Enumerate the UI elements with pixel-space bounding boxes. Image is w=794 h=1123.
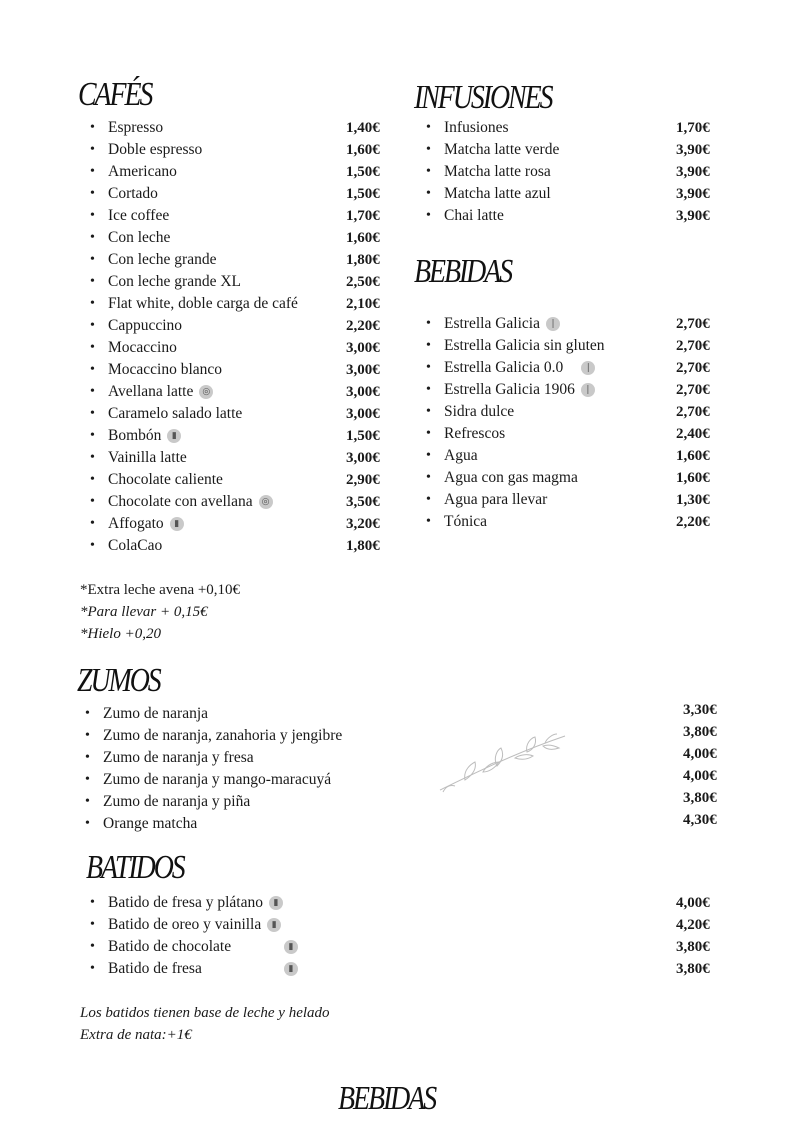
milk-allergen-icon: ▮ (167, 429, 181, 443)
item-name: Chai latte (444, 207, 504, 224)
item-price: 2,20€ (676, 514, 710, 530)
item-price: 1,50€ (346, 428, 380, 444)
item-price: 3,30€ (683, 702, 717, 718)
footer-bebidas-heading: BEBIDAS (338, 1080, 436, 1117)
list-item (80, 491, 390, 513)
item-price: 2,90€ (346, 472, 380, 488)
infusiones-heading: INFUSIONES (414, 79, 552, 116)
list-item (416, 183, 726, 205)
item-name: Espresso (108, 119, 164, 136)
item-name: Bombón (108, 427, 162, 444)
item-name: Zumo de naranja, zanahoria y jengibre (103, 727, 343, 744)
list-item (75, 725, 725, 747)
item-price: 3,00€ (346, 340, 380, 356)
item-name: Con leche grande XL (108, 273, 241, 290)
batidos-note: Extra de nata:+1€ (80, 1027, 192, 1043)
item-name: Doble espresso (108, 141, 203, 158)
list-item (80, 249, 390, 271)
item-name: Batido de chocolate (108, 938, 232, 955)
item-price: 2,70€ (676, 404, 710, 420)
list-item (80, 205, 390, 227)
item-name: Sidra dulce (444, 403, 515, 420)
item-name: Agua (444, 447, 478, 464)
zumos-list (75, 703, 725, 835)
leaf-branch-icon (435, 728, 575, 798)
list-item (80, 139, 390, 161)
list-item (416, 205, 726, 227)
item-price: 1,60€ (346, 142, 380, 158)
list-item (80, 892, 730, 914)
list-item (75, 791, 725, 813)
list-item (416, 467, 726, 489)
item-price: 4,00€ (683, 768, 717, 784)
item-name: Orange matcha (103, 815, 198, 832)
item-name: Cortado (108, 185, 158, 202)
list-item (416, 357, 726, 379)
item-price: 2,50€ (346, 274, 380, 290)
list-item (80, 425, 390, 447)
cafes-list (80, 117, 390, 557)
list-item (80, 293, 390, 315)
batidos-heading: BATIDOS (86, 849, 184, 886)
item-price: 3,80€ (676, 939, 710, 955)
item-price: 2,70€ (676, 316, 710, 332)
item-price: 3,90€ (676, 208, 710, 224)
list-item (80, 914, 730, 936)
item-price: 3,90€ (676, 164, 710, 180)
item-name: Tónica (444, 513, 488, 530)
list-item (80, 271, 390, 293)
item-name: Con leche (108, 229, 171, 246)
gluten-allergen-icon: ❘ (581, 361, 595, 375)
item-price: 1,50€ (346, 186, 380, 202)
list-item (80, 315, 390, 337)
item-price: 3,80€ (676, 961, 710, 977)
item-name: Mocaccino (108, 339, 177, 356)
item-name: Affogato (108, 515, 164, 532)
milk-allergen-icon: ▮ (170, 517, 184, 531)
batidos-note: Los batidos tienen base de leche y helado (80, 1005, 330, 1021)
milk-allergen-icon: ▮ (267, 918, 281, 932)
item-price: 4,00€ (676, 895, 710, 911)
list-item (416, 511, 726, 533)
item-price: 2,40€ (676, 426, 710, 442)
item-price: 3,00€ (346, 450, 380, 466)
item-price: 1,50€ (346, 164, 380, 180)
item-price: 3,80€ (683, 724, 717, 740)
item-price: 1,70€ (676, 120, 710, 136)
list-item (416, 161, 726, 183)
list-item (80, 359, 390, 381)
list-item (416, 379, 726, 401)
milk-allergen-icon: ▮ (284, 940, 298, 954)
list-item (416, 335, 726, 357)
gluten-allergen-icon: ❘ (581, 383, 595, 397)
item-name: Vainilla latte (108, 449, 187, 466)
bebidas-heading: BEBIDAS (414, 253, 512, 290)
list-item (80, 227, 390, 249)
list-item (416, 489, 726, 511)
list-item (80, 381, 390, 403)
item-price: 3,50€ (346, 494, 380, 510)
gluten-allergen-icon: ❘ (546, 317, 560, 331)
item-price: 4,00€ (683, 746, 717, 762)
item-price: 1,60€ (676, 448, 710, 464)
item-name: Con leche grande (108, 251, 217, 268)
item-name: Estrella Galicia sin gluten (444, 337, 605, 354)
item-name: Batido de oreo y vainilla (108, 916, 262, 933)
item-price: 3,20€ (346, 516, 380, 532)
cafes-heading: CAFÉS (78, 76, 152, 113)
list-item (80, 117, 390, 139)
item-name: Infusiones (444, 119, 509, 136)
item-name: Estrella Galicia (444, 315, 540, 332)
list-item (80, 161, 390, 183)
item-name: Chocolate con avellana (108, 493, 253, 510)
item-price: 2,20€ (346, 318, 380, 334)
cafes-note: *Para llevar + 0,15€ (80, 604, 208, 620)
list-item (80, 337, 390, 359)
item-price: 3,00€ (346, 384, 380, 400)
list-item (75, 813, 725, 835)
milk-allergen-icon: ▮ (269, 896, 283, 910)
list-item (75, 747, 725, 769)
item-price: 2,70€ (676, 360, 710, 376)
cafes-note: *Extra leche avena +0,10€ (80, 582, 241, 598)
item-price: 2,10€ (346, 296, 380, 312)
item-price: 3,90€ (676, 142, 710, 158)
item-name: Zumo de naranja y fresa (103, 749, 254, 766)
item-price: 4,30€ (683, 812, 717, 828)
list-item (416, 139, 726, 161)
item-price: 3,00€ (346, 406, 380, 422)
list-item (80, 513, 390, 535)
item-name: Zumo de naranja y piña (103, 793, 251, 810)
item-price: 1,40€ (346, 120, 380, 136)
item-name: Caramelo salado latte (108, 405, 243, 422)
item-name: Agua con gas magma (444, 469, 578, 486)
item-name: Flat white, doble carga de café (108, 295, 298, 312)
item-price: 1,60€ (346, 230, 380, 246)
item-name: Refrescos (444, 425, 506, 442)
item-price: 4,20€ (676, 917, 710, 933)
list-item (80, 958, 730, 980)
item-name: Chocolate caliente (108, 471, 223, 488)
item-name: Estrella Galicia 1906 (444, 381, 575, 398)
item-name: Matcha latte verde (444, 141, 560, 158)
item-name: Zumo de naranja y mango-maracuyá (103, 771, 332, 788)
list-item (80, 469, 390, 491)
list-item (416, 423, 726, 445)
item-price: 3,90€ (676, 186, 710, 202)
list-item (416, 445, 726, 467)
infusiones-list (416, 117, 726, 227)
milk-allergen-icon: ▮ (284, 962, 298, 976)
nut-allergen-icon: ◎ (259, 495, 273, 509)
item-price: 3,80€ (683, 790, 717, 806)
item-name: ColaCao (108, 537, 163, 554)
item-price: 1,80€ (346, 538, 380, 554)
item-name: Matcha latte azul (444, 185, 551, 202)
nut-allergen-icon: ◎ (199, 385, 213, 399)
item-name: Agua para llevar (444, 491, 548, 508)
list-item (416, 117, 726, 139)
list-item (75, 703, 725, 725)
list-item (80, 447, 390, 469)
list-item (80, 183, 390, 205)
item-name: Matcha latte rosa (444, 163, 551, 180)
item-price: 2,70€ (676, 338, 710, 354)
item-name: Mocaccino blanco (108, 361, 223, 378)
bebidas-list (416, 313, 726, 533)
item-name: Avellana latte (108, 383, 194, 400)
list-item (416, 313, 726, 335)
list-item (75, 769, 725, 791)
item-price: 3,00€ (346, 362, 380, 378)
item-price: 1,70€ (346, 208, 380, 224)
item-name: Estrella Galicia 0.0 (444, 359, 564, 376)
list-item (80, 403, 390, 425)
list-item (416, 401, 726, 423)
item-price: 2,70€ (676, 382, 710, 398)
item-name: Americano (108, 163, 177, 180)
batidos-list (80, 892, 730, 980)
cafes-note: *Hielo +0,20 (80, 626, 161, 642)
zumos-heading: ZUMOS (77, 662, 160, 699)
item-name: Cappuccino (108, 317, 183, 334)
item-price: 1,30€ (676, 492, 710, 508)
item-name: Batido de fresa (108, 960, 202, 977)
item-name: Batido de fresa y plátano (108, 894, 263, 911)
list-item (80, 535, 390, 557)
list-item (80, 936, 730, 958)
item-name: Zumo de naranja (103, 705, 209, 722)
item-price: 1,60€ (676, 470, 710, 486)
item-price: 1,80€ (346, 252, 380, 268)
item-name: Ice coffee (108, 207, 170, 224)
